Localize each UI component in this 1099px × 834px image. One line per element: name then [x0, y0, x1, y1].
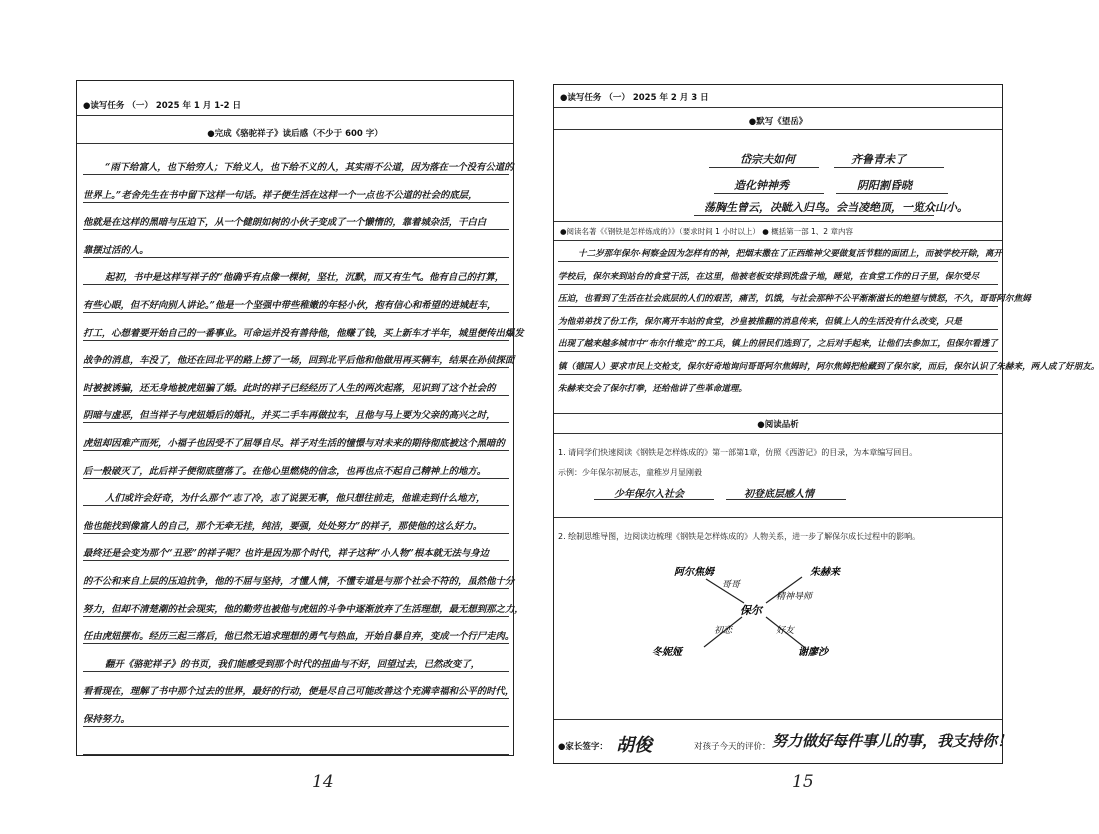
- essay-line: 努力，但却不清楚潮的社会现实，他的勤劳也被他与虎妞的斗争中逐渐放弃了生活理想，最无想到那之力，: [83, 603, 524, 615]
- answer-1b: 初登底层感人情: [744, 489, 814, 500]
- ruled-line: [83, 533, 509, 534]
- ruled-line: [558, 329, 998, 330]
- right-header: ●读写任务 （一） 2025 年 2 月 3 日: [560, 93, 709, 103]
- mindmap-rel-zhuhelai: 精神导师: [776, 592, 813, 602]
- ruled-line: [83, 616, 509, 617]
- poem-line-2b: 阴阳割昏晓: [857, 179, 912, 192]
- left-page: [76, 80, 524, 756]
- parent-signature-label: ●家长签字：: [558, 742, 608, 752]
- poem-underline: [694, 215, 934, 216]
- evaluation-text: 努力做好每件事儿的事，我支持你！: [772, 732, 1013, 750]
- mindmap-node-zhuhelai: 朱赫来: [810, 567, 840, 578]
- ruled-line: [83, 588, 509, 589]
- poem-underline: [834, 167, 944, 168]
- right-page: [553, 84, 1099, 764]
- essay-line: 保持努力。: [83, 714, 130, 725]
- essay-line: 世界上。”老舍先生在书中留下这样一句话。祥子便生活在这样一个一点也不公道的社会的底层，: [83, 189, 478, 201]
- poem-line-3: 荡胸生曾云，决眦入归鸟。会当凌绝顶，一览众山小。: [704, 201, 968, 214]
- header-rule: [554, 107, 1002, 108]
- left-task-title: ●完成《骆驼祥子》读后感（不少于 600 字）: [207, 129, 383, 139]
- essay-line: 靠摆过活的人。: [83, 244, 149, 256]
- ruled-line: [83, 450, 509, 451]
- mindmap-center: 保尔: [740, 604, 762, 617]
- page-number-left: 14: [312, 772, 334, 792]
- summary-line: 镇（德国人）要求市民上交枪支，保尔好奇地询问哥哥阿尔焦姆时，阿尔焦姆把枪藏到了保尔家，而后，保尔认识了朱赫来，两人成了好朋友。: [558, 361, 1099, 372]
- essay-line: 任由虎妞摆布。经历三起三落后，他已然无追求理想的勇气与热血，开始自暴自弃，变成一个行尸走肉。: [83, 631, 515, 643]
- answer-underline: [726, 499, 846, 500]
- ruled-line: [83, 560, 509, 561]
- ruled-line: [83, 229, 509, 230]
- essay-line: 翻开《骆驼祥子》的书页，我们能感受到那个时代的扭曲与不好，回望过去，已然改变了，: [105, 658, 481, 670]
- section-rule: [554, 221, 1002, 222]
- essay-line: 战争的消息，车没了，他还在回北平的路上捞了一场，回到北平后他和他做用再买辆车，结果在孙侦探面: [83, 355, 515, 367]
- essay-line: 最终还是会变为那个“丑恶”的祥子呢？也许是因为那个时代，祥子这种“小人物”根本就无法与身边: [83, 548, 489, 560]
- ruled-line: [83, 671, 509, 672]
- header-rule: [77, 115, 513, 116]
- footer-rule: [554, 719, 1002, 720]
- mindmap-rel-tonya: 初恋: [714, 626, 733, 636]
- essay-line: 虎妞却因难产而死，小福子也因受不了屈辱自尽。祥子对生活的憧憬与对未来的期待彻底被这个黑暗的: [83, 438, 505, 449]
- section-rule: [554, 413, 1002, 414]
- poem-underline: [836, 193, 948, 194]
- parent-signature: 胡俊: [616, 735, 652, 756]
- task-rule: [77, 143, 513, 144]
- answer-underline: [594, 499, 714, 500]
- summary-line: 出现了越来越多城市中“布尔什维克”的工兵，镇上的居民们选到了，之后对手起来，让他们去参加工，但保尔看透了: [558, 339, 998, 349]
- mindmap-rel-alzhang: 哥哥: [722, 580, 741, 590]
- ruled-line: [83, 202, 509, 203]
- section-rule: [554, 240, 1002, 241]
- poem-underline: [709, 167, 819, 168]
- poem-underline: [714, 193, 824, 194]
- mind-map: [554, 555, 1004, 675]
- question-1-example: 示例：少年保尔初展志，童稚岁月显刚毅: [558, 468, 702, 477]
- essay-line: 打工，心想着要开始自己的一番事业。可命运并没有善待他，他赚了钱，买上新车才半年，城里便传出爆发: [83, 327, 524, 339]
- essay-line: “雨下给富人，也下给穷人；下给义人，也下给不义的人，其实雨不公道，因为落在一个没有公道的: [105, 162, 514, 173]
- right-task-title: ●默写《望岳》: [748, 117, 808, 127]
- essay-line: 后一般破灭了，此后祥子便彻底堕落了。在他心里燃烧的信念，也再也点不起自己精神上的地方。: [83, 465, 487, 477]
- poem-line-2a: 造化钟神秀: [734, 179, 789, 192]
- ruled-line: [558, 306, 998, 307]
- mindmap-rel-seryozha: 好友: [776, 626, 795, 636]
- question-2: 2. 绘制思维导图，边阅读边梳理《钢铁是怎样炼成的》人物关系，进一步了解保尔成长过程中的影响。: [558, 532, 921, 541]
- ruled-line: [83, 395, 509, 396]
- ruled-line: [83, 505, 509, 506]
- ruled-line: [558, 374, 998, 375]
- poem-line-1b: 齐鲁青未了: [851, 153, 906, 166]
- summary-line: 十二岁那年保尔·柯察金因为怎样有的神，把烟末撒在了正西维神父要做复活节糕的面团上，而被学校开除，离开: [578, 249, 1003, 259]
- ruled-line: [83, 422, 509, 423]
- section-rule: [554, 517, 1002, 518]
- analysis-title: ●阅读品析: [757, 420, 799, 430]
- summary-line: 朱赫来交会了保尔打拳，还给他讲了些革命道理。: [558, 384, 748, 394]
- mindmap-node-seryozha: 谢廖沙: [798, 647, 828, 658]
- essay-line: 阴暗与虚恶，但当祥子与虎妞婚后的婚礼，并买二手车再做拉车，且他与马上要为父亲的高兴之时，: [83, 410, 496, 422]
- essay-line: 的不公和来自上层的压迫抗争，他的不屈与坚持，才懂人情，不懂专道是与那个社会不符的，虽然他十分: [83, 576, 515, 587]
- essay-line: 他也能找到像富人的自己，那个无牵无挂，纯洁，要强，处处努力”的祥子，那使他的这么好力。: [83, 520, 483, 532]
- ruled-line: [83, 284, 509, 285]
- poem-line-1a: 岱宗夫如何: [740, 153, 795, 166]
- essay-line: 看看现在，理解了书中那个过去的世界，最好的行动，便是尽自己可能改善这个充满幸福和公平的时代，: [83, 686, 515, 698]
- essay-line: 他就是在这样的黑暗与压迫下，从一个健朗如树的小伙子变成了一个懒惰的，靠着城杂活，干白白: [83, 217, 487, 229]
- ruled-line: [83, 340, 509, 341]
- ruled-line: [83, 726, 509, 727]
- ruled-line: [83, 312, 509, 313]
- reading-task: ●阅读名著《《钢铁是怎样炼成的》》（要求时间 1 小时以上） ● 概括第一部 1、2 章内容: [560, 227, 853, 236]
- mindmap-node-tonya: 冬妮娅: [652, 647, 682, 658]
- ruled-line: [83, 698, 509, 699]
- ruled-line: [83, 257, 509, 258]
- summary-line: 为他弟弟找了份工作，保尔离开车站的食堂，沙皇被推翻的消息传来，但镇上人的生活没有什么改变，只是: [558, 316, 962, 327]
- ruled-line: [83, 754, 509, 755]
- ruled-line: [83, 367, 509, 368]
- answer-1a: 少年保尔入社会: [614, 489, 684, 500]
- section-rule: [554, 433, 1002, 434]
- essay-line: 时被被诱骗，还无身地被虎妞骗了婚。此时的祥子已经经历了人生的两次起落，见识到了这个社会的: [83, 382, 496, 394]
- ruled-line: [83, 478, 509, 479]
- ruled-line: [558, 261, 998, 262]
- essay-line: 有些心眼，但不好向别人讲论。”他是一个坚强中带些稚嫩的年轻小伙，抱有信心和希望的进城赶车，: [83, 300, 497, 311]
- question-1: 1. 请同学们快速阅读《钢铁是怎样炼成的》第一部第1章，仿照《西游记》的目录，为本章编写回目。: [558, 448, 918, 457]
- ruled-line: [83, 643, 509, 644]
- summary-line: 压迫，也看到了生活在社会底层的人们的艰苦，痛苦，饥饿，与社会那种不公平渐渐滋长的绝望与愤怒，不久，哥哥阿尔焦姆: [558, 294, 1031, 304]
- ruled-line: [558, 284, 998, 285]
- left-header: ●读写任务 （一） 2025 年 1 月 1-2 日: [83, 101, 242, 111]
- task-rule: [554, 129, 1002, 130]
- page-number-right: 15: [792, 772, 814, 792]
- summary-line: 学校后，保尔来到站台的食堂干活，在这里，他被老板安排到洗盘子地，睡觉，在食堂工作的日子里，保尔受尽: [558, 271, 980, 282]
- evaluation-label: 对孩子今天的评价：: [694, 742, 771, 752]
- mindmap-node-alzhang: 阿尔焦姆: [674, 567, 714, 578]
- essay-line: 起初，书中是这样写祥子的“他确乎有点像一棵树，坚壮，沉默，而又有生气。他有自己的打算，: [105, 272, 505, 284]
- ruled-line: [558, 351, 998, 352]
- ruled-line: [83, 174, 509, 175]
- essay-line: 人们或许会好奇，为什么那个“志了冷，志了说罢无事，他只想往前走，他谁走到什么地方，: [105, 493, 486, 505]
